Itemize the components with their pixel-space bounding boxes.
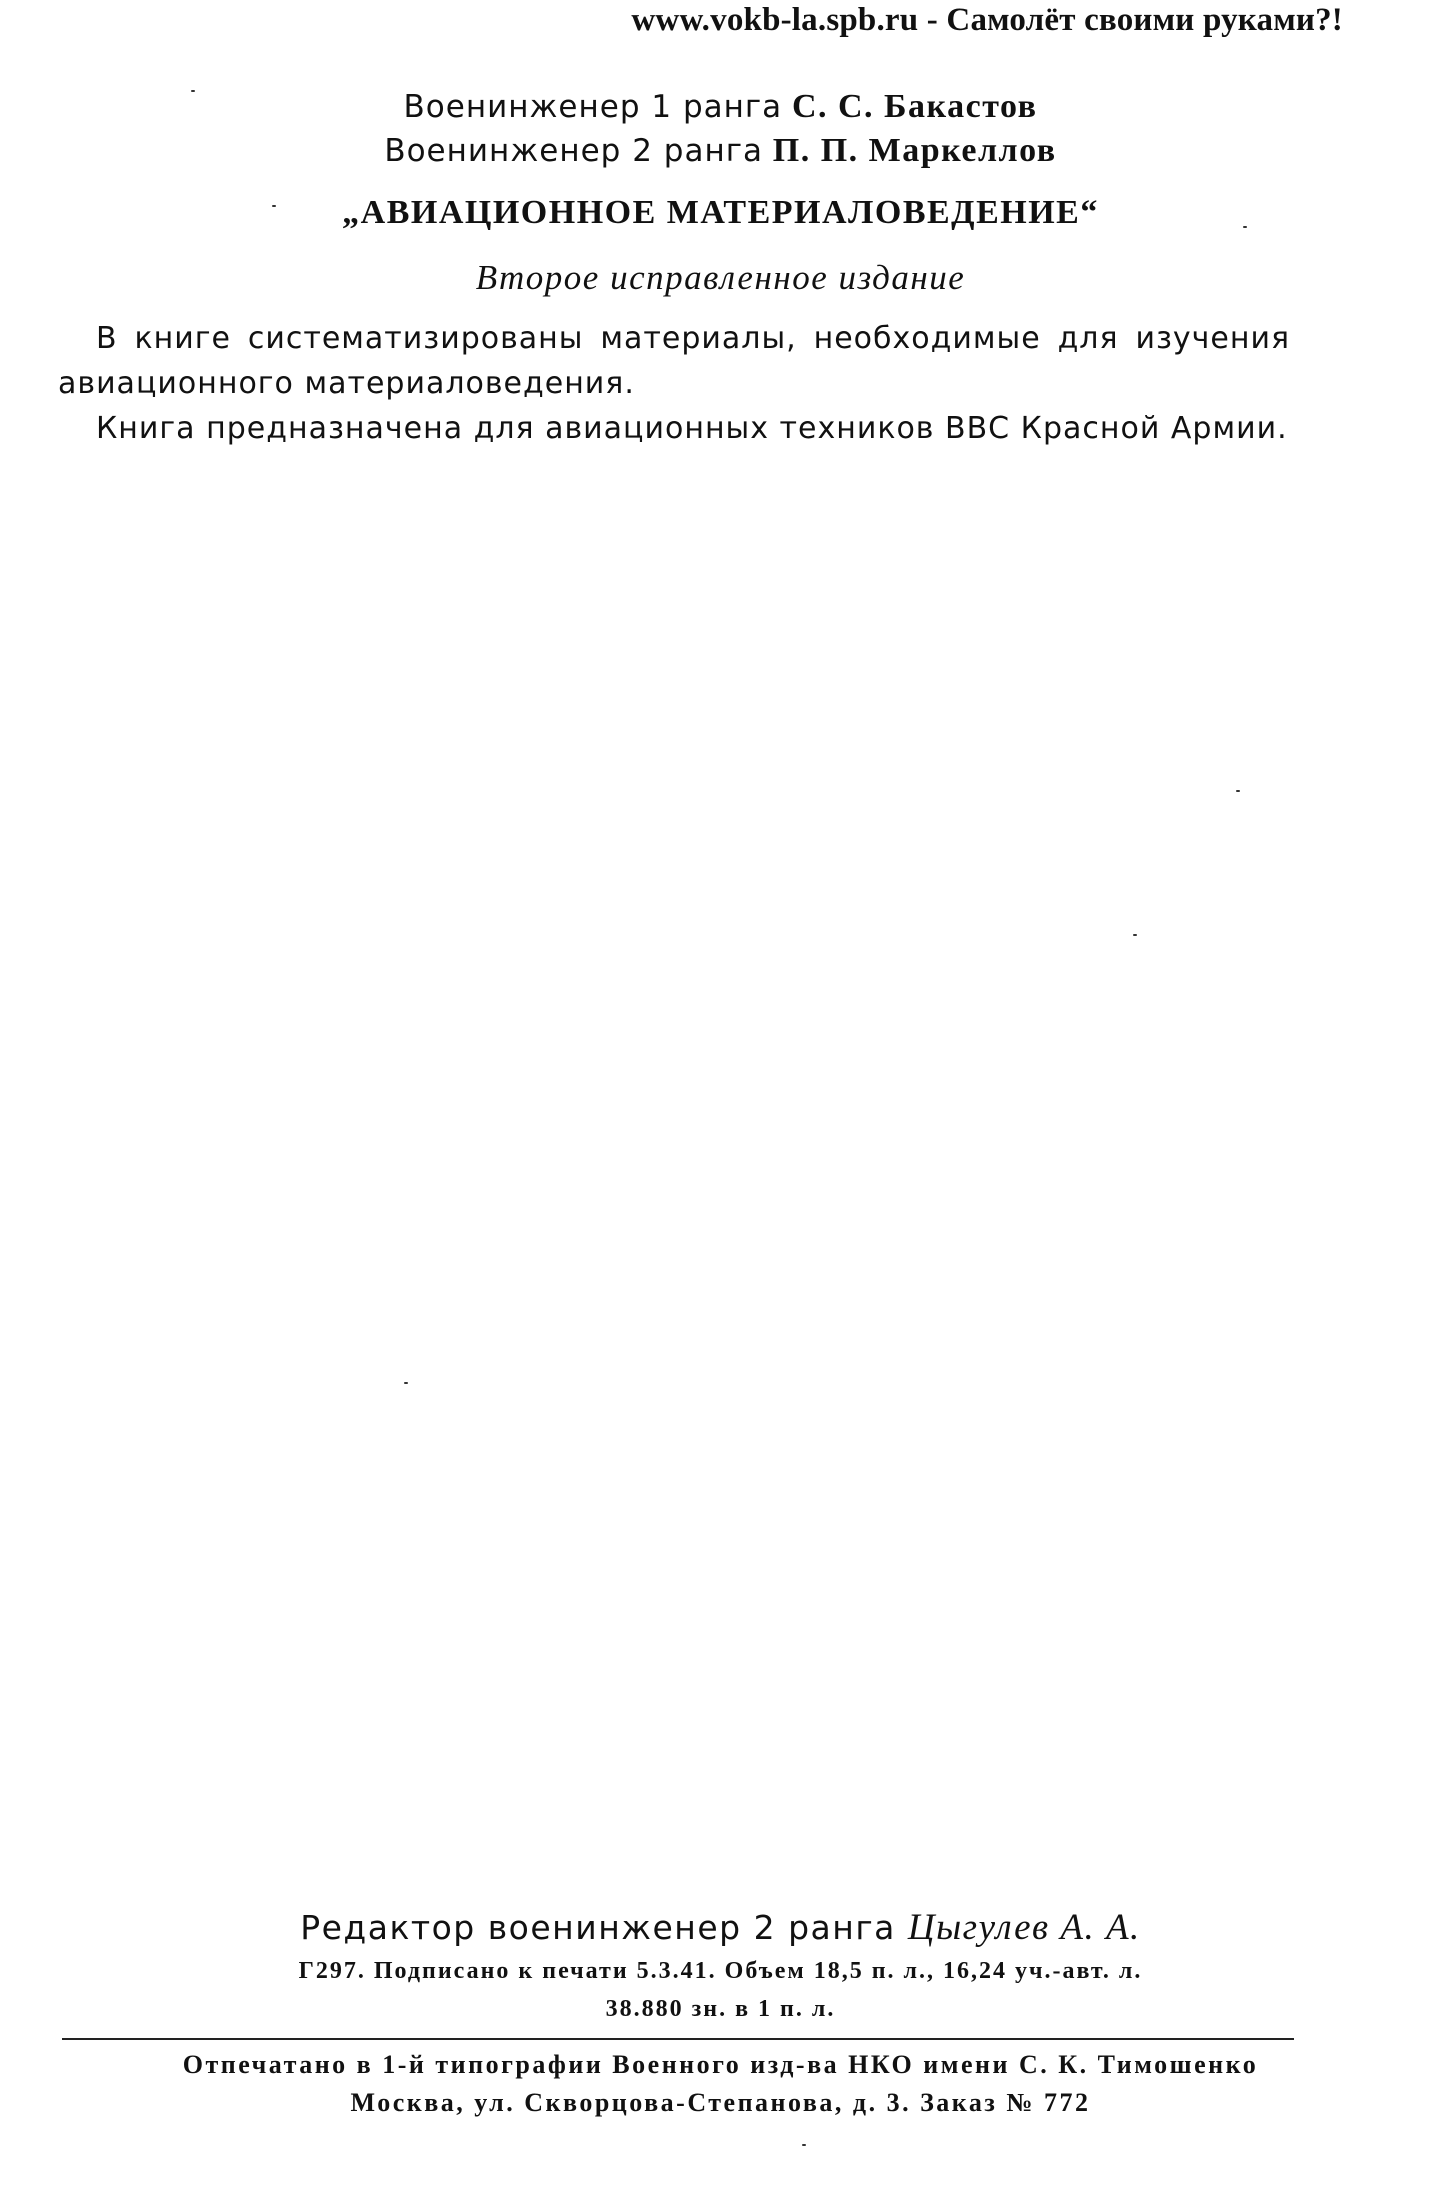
author-name-1: С. С. Бакастов — [791, 88, 1038, 125]
printer-line-1: Отпечатано в 1-й типографии Военного изд-ва НКО имени С. К. Тимошенко — [182, 2050, 1259, 2079]
scan-speck — [1243, 226, 1247, 228]
author-line-2 — [0, 130, 1441, 170]
editor-rank: Редактор военинженер 2 ранга — [300, 1908, 896, 1947]
scan-speck — [1236, 790, 1240, 792]
editor-name: Цыгулев А. А. — [907, 1907, 1141, 1948]
scan-speck — [802, 2144, 806, 2146]
imprint-divider — [62, 2038, 1294, 2040]
printer-line-2: Москва, ул. Скворцова-Степанова, д. 3. Заказ № 772 — [350, 2088, 1091, 2117]
author-rank-2: Военинженер 2 ранга — [384, 133, 763, 169]
scan-speck — [272, 205, 276, 207]
site-header: www.vokb-la.spb.ru - Самолёт своими руками?! — [631, 2, 1343, 38]
author-line-1 — [0, 86, 1441, 126]
editor-line — [0, 1906, 1441, 1949]
book-title: „АВИАЦИОННОЕ МАТЕРИАЛОВЕДЕНИЕ“ — [342, 194, 1099, 231]
scan-speck — [1133, 934, 1137, 936]
scan-speck — [191, 90, 195, 92]
imprint-line-2: 38.880 зн. в 1 п. л. — [605, 1996, 836, 2022]
description-paragraph-2: Книга предназначена для авиационных техников ВВС Красной Армии. — [96, 411, 1288, 446]
scan-speck — [404, 1382, 408, 1384]
description-paragraph-1: В книге систематизированы материалы, необходимые для изучения авиационного материаловедения. — [58, 321, 1290, 401]
edition-note: Второе исправленное издание — [475, 258, 966, 297]
author-name-2: П. П. Маркеллов — [772, 132, 1057, 169]
author-rank-1: Военинженер 1 ранга — [403, 89, 783, 125]
imprint-line-1: Г297. Подписано к печати 5.3.41. Объем 18,5 п. л., 16,24 уч.-авт. л. — [298, 1958, 1143, 1984]
